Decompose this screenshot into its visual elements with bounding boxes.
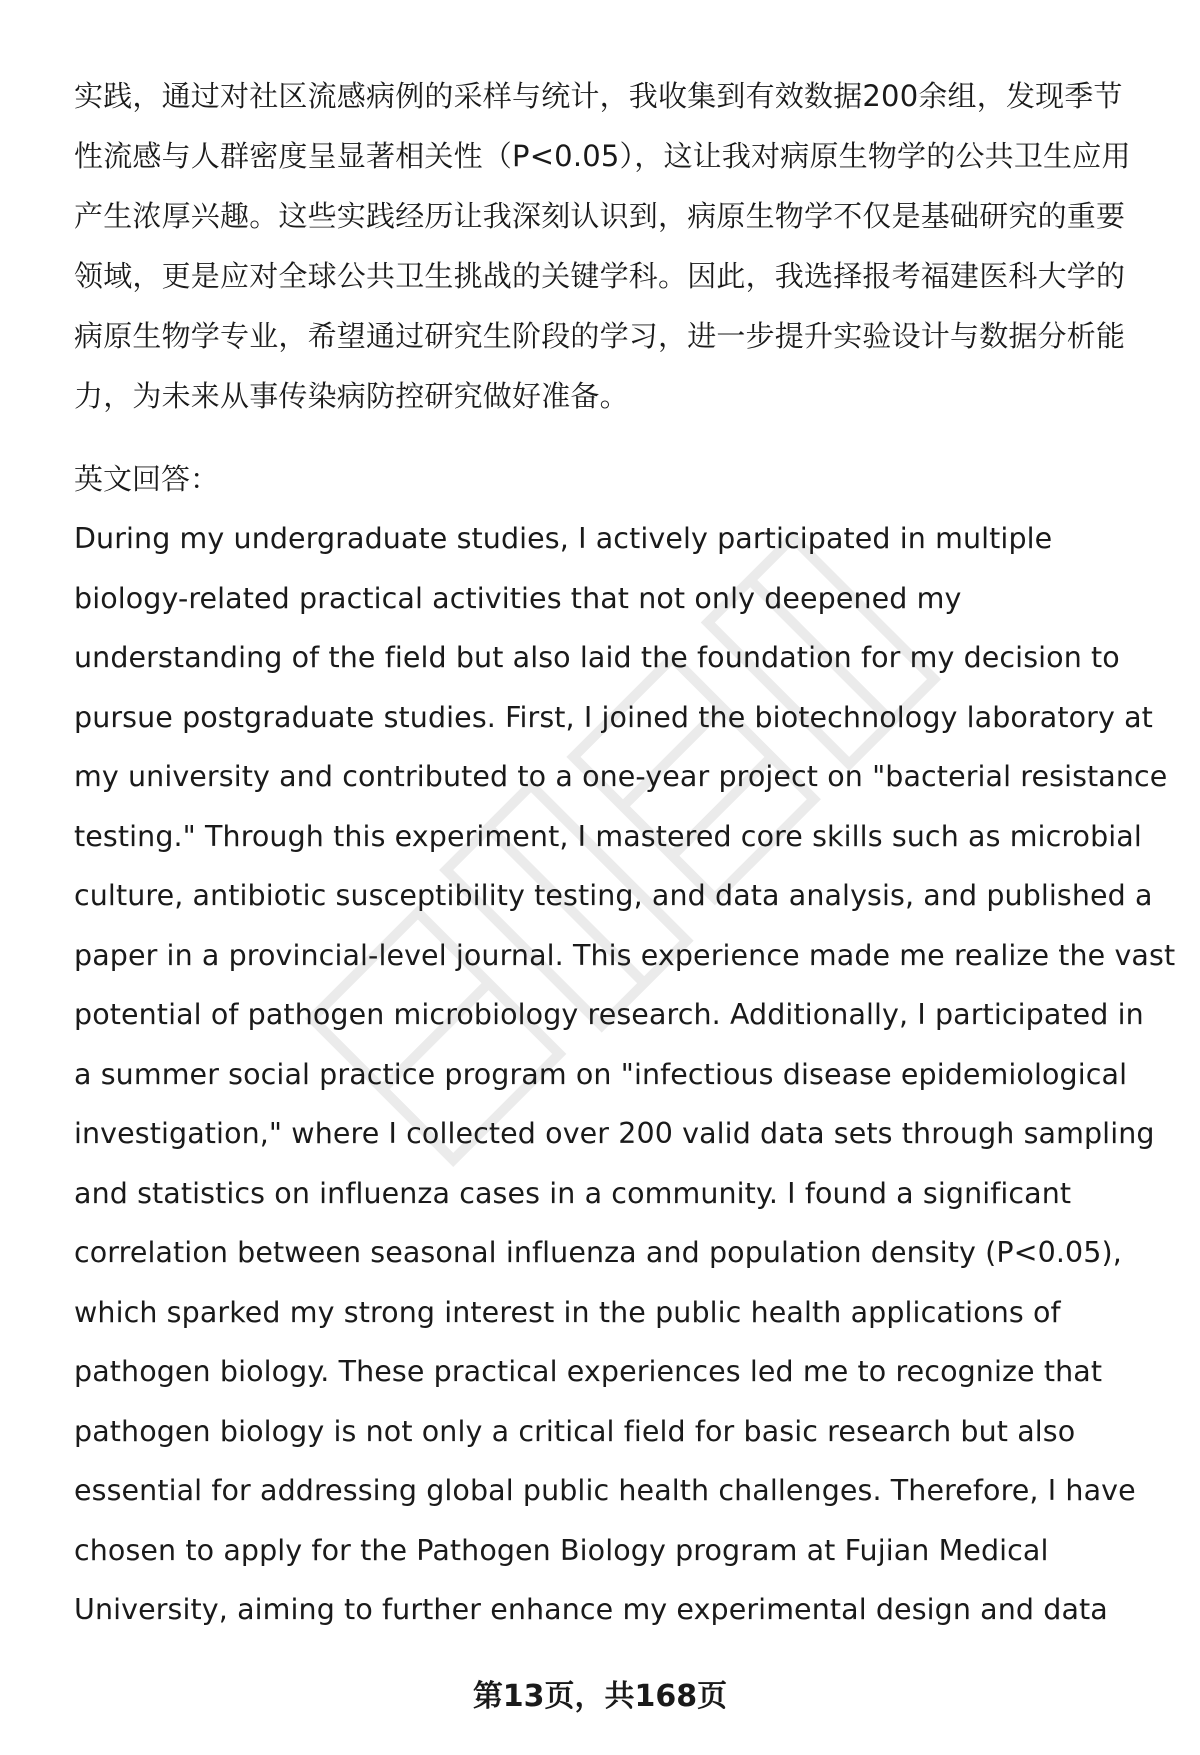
english-line: biology-related practical activities that not only deepened my <box>74 581 962 615</box>
content-area <box>74 66 1176 1640</box>
page-number-footer: 第13页，共168页 <box>472 1679 728 1714</box>
english-line: culture, antibiotic susceptibility testing, and data analysis, and published a <box>74 879 1153 912</box>
english-line: and statistics on influenza cases in a community. I found a significant <box>74 1176 1072 1210</box>
english-line: pathogen biology. These practical experiences led me to recognize that <box>74 1355 1103 1388</box>
english-line: understanding of the field but also laid the foundation for my decision to <box>74 641 1120 674</box>
english-line: investigation," where I collected over 200 valid data sets through sampling <box>74 1117 1155 1150</box>
english-line: testing." Through this experiment, I mastered core skills such as microbial <box>74 819 1142 853</box>
english-line: potential of pathogen microbiology research. Additionally, I participated in <box>74 998 1144 1031</box>
english-line: which sparked my strong interest in the public health applications of <box>74 1295 1061 1329</box>
chinese-line: 领域，更是应对全球公共卫生挑战的关键学科。因此，我选择报考福建医科大学的 <box>74 259 1126 293</box>
english-answer-label: 英文回答： <box>74 462 220 496</box>
chinese-line: 性流感与人群密度呈显著相关性（P<0.05），这让我对病原生物学的公共卫生应用 <box>74 139 1131 173</box>
chinese-paragraph <box>74 66 1164 426</box>
english-line: a summer social practice program on "infectious disease epidemiological <box>74 1057 1128 1091</box>
english-line: During my undergraduate studies, I actively participated in multiple <box>74 522 1053 555</box>
chinese-line: 力，为未来从事传染病防控研究做好准备。 <box>74 379 629 413</box>
english-line: pursue postgraduate studies. First, I joined the biotechnology laboratory at <box>74 700 1153 734</box>
english-line: paper in a provincial-level journal. This experience made me realize the vast <box>74 938 1176 972</box>
english-line: my university and contributed to a one-year project on "bacterial resistance <box>74 760 1168 793</box>
chinese-line: 病原生物学专业，希望通过研究生阶段的学习，进一步提升实验设计与数据分析能 <box>74 319 1126 353</box>
english-line: pathogen biology is not only a critical field for basic research but also <box>74 1414 1076 1448</box>
english-line: chosen to apply for the Pathogen Biology program at Fujian Medical <box>74 1533 1049 1567</box>
english-line: correlation between seasonal influenza and population density (P<0.05), <box>74 1236 1122 1269</box>
chinese-line: 实践，通过对社区流感病例的采样与统计，我收集到有效数据200余组，发现季节 <box>74 79 1123 113</box>
chinese-line: 产生浓厚兴趣。这些实践经历让我深刻认识到，病原生物学不仅是基础研究的重要 <box>74 199 1126 233</box>
english-line: essential for addressing global public health challenges. Therefore, I have <box>74 1474 1136 1507</box>
english-line: University, aiming to further enhance my experimental design and data <box>74 1593 1108 1626</box>
english-paragraph <box>74 509 1176 1640</box>
